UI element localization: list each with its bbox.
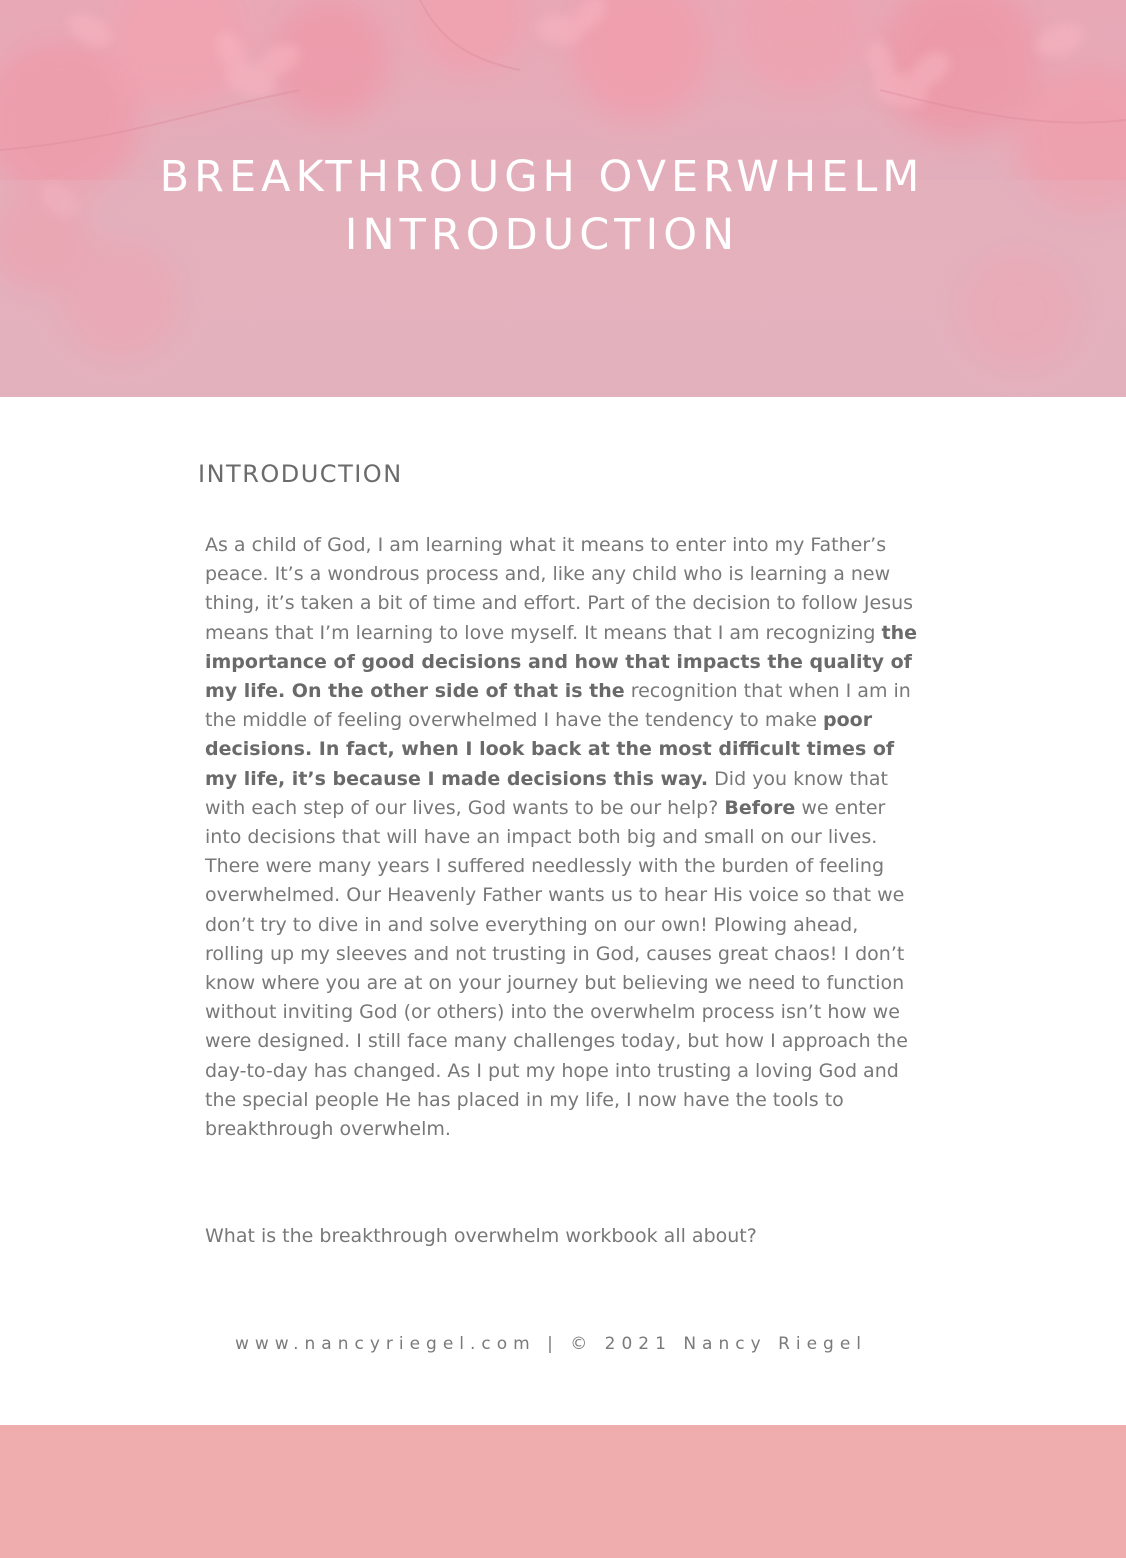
intro-bold-1: the importance of good decisions and how that impacts the quality of my life. On the other side of that is the — [205, 621, 917, 703]
intro-text-3: Did you know that with each step of our lives, God wants to be our help? — [205, 767, 888, 819]
footer-band — [0, 1425, 1126, 1558]
page-title — [0, 148, 1084, 264]
workbook-question: What is the breakthrough overwhelm workbook all about? — [205, 1225, 757, 1247]
page-title-line-2: INTRODUCTION — [344, 210, 740, 260]
section-heading: INTRODUCTION — [198, 460, 403, 488]
intro-text-4: we enter into decisions that will have an impact both big and small on our lives. There were many years I suffered needlessly with the burden of feeling overwhelmed. Our Heavenly Father wants us to hear His voice so that we don’t try to dive in and solve everything on our own! Plowing ahead, rolling up my sleeves and not trusting in God, causes great chaos! I don’t know where you are at on your journey but believing we need to function without inviting God (or others) into the overwhelm process isn’t how we were designed. I still face many challenges today, but how I approach the day-to-day has changed. As I put my hope into trusting a loving God and the special people He has placed in my life, I now have the tools to breakthrough overwhelm. — [205, 796, 908, 1141]
intro-bold-2: poor decisions. In fact, when I look back at the most difficult times of my life, it’s because I made decisions this way. — [205, 709, 895, 790]
intro-text-1: As a child of God, I am learning what it means to enter into my Father’s peace. It’s a wondrous process and, like any child who is learning a new thing, it’s taken a bit of time and effort. Part of the decision to follow Jesus means that I’m learning to love myself. It means that I am recognizing — [205, 534, 914, 644]
footer-credit: www.nancyriegel.com | © 2021 Nancy Riegel — [234, 1334, 868, 1354]
header-banner — [0, 0, 1126, 397]
intro-bold-3: Before — [724, 796, 796, 819]
page-title-line-1: BREAKTHROUGH OVERWHELM — [159, 152, 925, 202]
intro-text-2: recognition that when I am in the middle of feeling overwhelmed I have the tendency to make — [205, 680, 911, 732]
intro-paragraph — [205, 531, 917, 1144]
